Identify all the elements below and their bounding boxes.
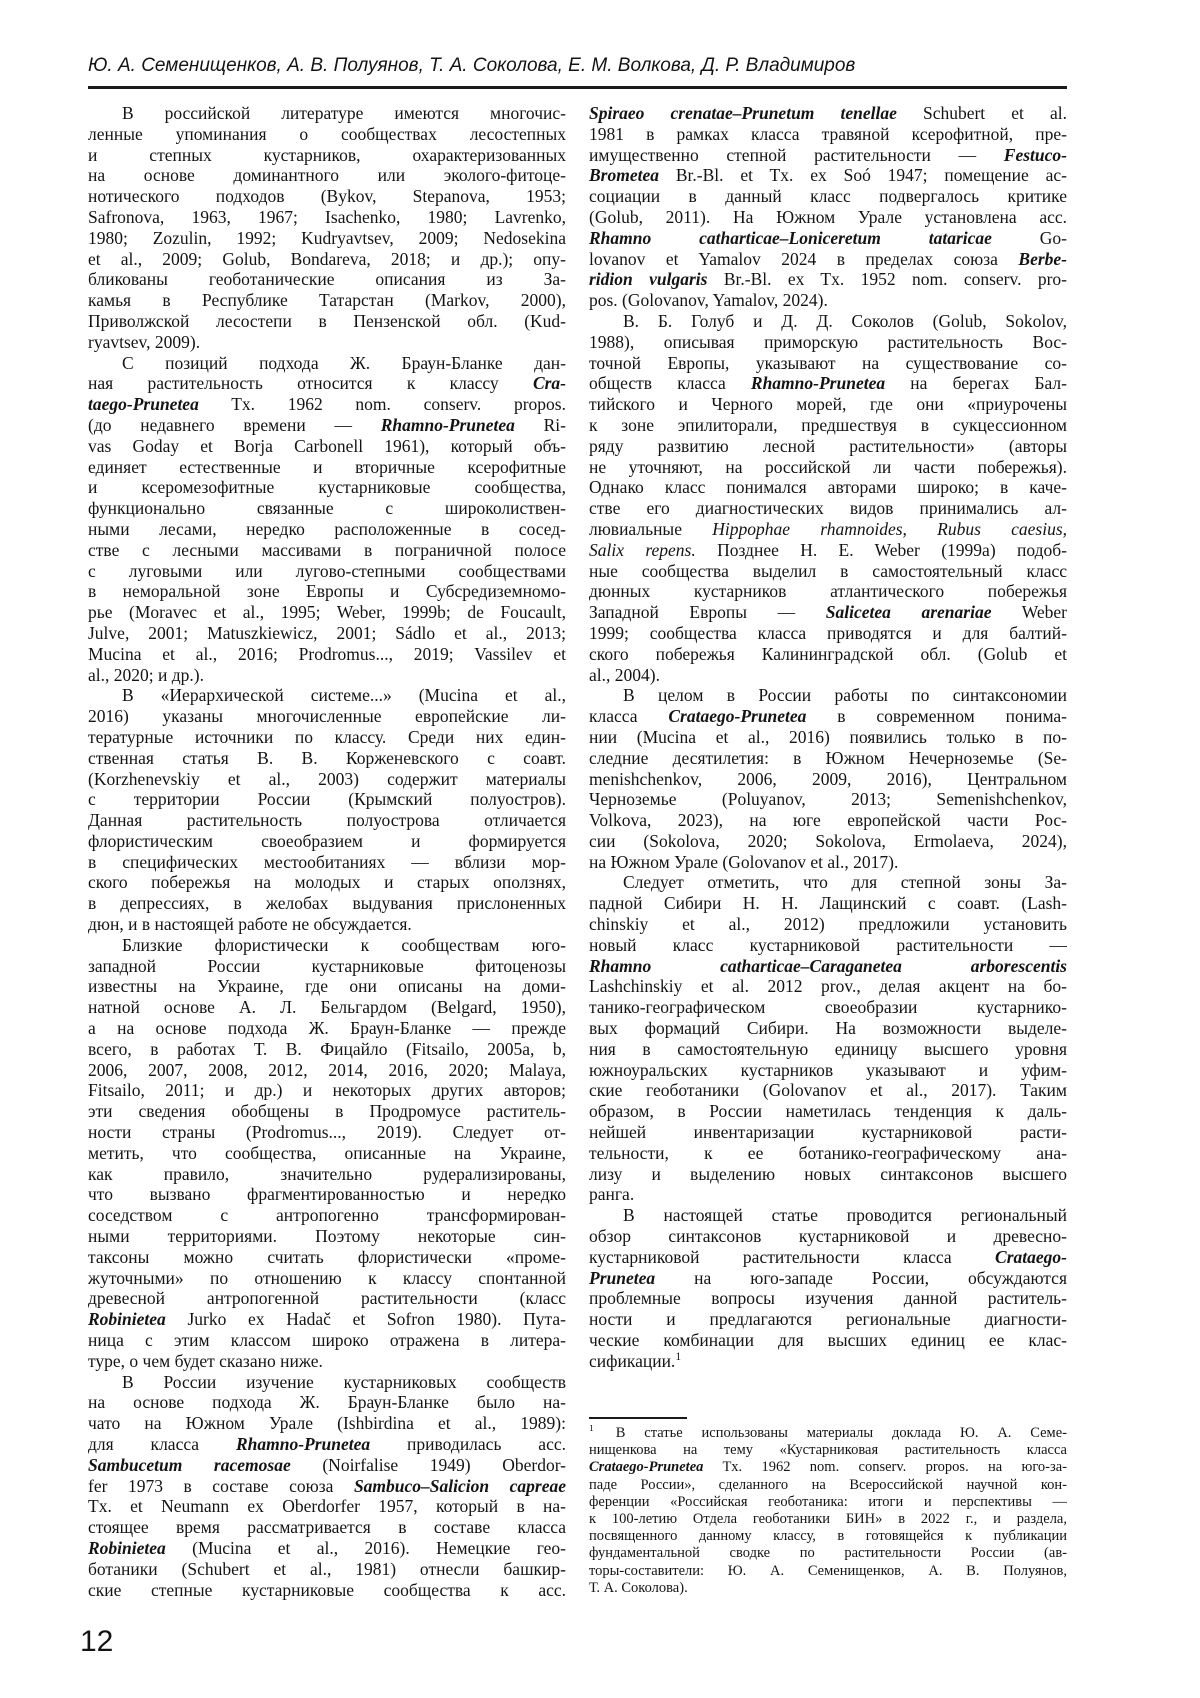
text-line: на основе доминантного или эколого-фитоце-	[88, 165, 566, 186]
text-line: ница с этим классом широко отражена в литера-	[88, 1330, 566, 1351]
text-line: метить, что сообщества, описанные на Украине,	[88, 1142, 566, 1163]
text-line: Robinietea (Mucina et al., 2016). Немецкие гео-	[88, 1537, 566, 1558]
text-line: посвященного данному классу, в готовящейся к публикации	[589, 1528, 1067, 1545]
text-line: в депрессиях, в желобах выдувания прислоненных	[88, 893, 566, 914]
text-line: туре, о чем будет сказано ниже.	[88, 1350, 323, 1371]
text-line: ряду развитию лесной растительности» (авторы	[589, 435, 1067, 456]
text-line: стве его диагностических видов принимались ал-	[589, 498, 1067, 519]
text-line: ная растительность относится к классу Cra-	[88, 373, 566, 394]
text-line: класса Crataego-Prunetea в современном понима-	[589, 706, 1067, 727]
text-line: Данная растительность полуострова отличается	[88, 810, 566, 831]
text-line: фундаментальной сводке по растительности России (ав-	[589, 1545, 1067, 1562]
page-number: 12	[80, 1625, 114, 1658]
text-line: 1981 в рамках класса травяной ксерофитной, пре-	[589, 123, 1067, 144]
text-line: ского побережья на молодых и старых оползнях,	[88, 872, 566, 893]
text-line: В. Б. Голуб и Д. Д. Соколов (Golub, Sokolov,	[623, 310, 1067, 331]
text-line: на основе подхода Ж. Браун-Бланке было на-	[88, 1392, 566, 1413]
text-line: точной Европы, указывают на существование со-	[589, 352, 1067, 373]
text-line: Brometea Br.-Bl. et Tx. ex Soó 1947; помещение ас-	[589, 165, 1067, 186]
text-line: стве с лесными массивами в пограничной полосе	[88, 539, 566, 560]
text-line: лизу и выделению новых синтаксонов высшего	[589, 1163, 1067, 1184]
text-line: не уточняют, на российской ли части побережья).	[589, 456, 1067, 477]
text-line: нищенкова на тему «Кустарниковая растительность класса	[589, 1442, 1067, 1459]
text-line: таксоны можно считать флористически «проме-	[88, 1246, 566, 1267]
text-line: как правило, значительно рудерализированы,	[88, 1163, 566, 1184]
text-line: С позиций подхода Ж. Браун-Бланке дан-	[122, 352, 566, 373]
text-line: Prunetea на юго-западе России, обсуждаются	[589, 1267, 1067, 1288]
footnote	[589, 1425, 1067, 1597]
text-line: ridion vulgaris Br.-Bl. ex Tx. 1952 nom. conserv. pro-	[589, 269, 1067, 290]
text-line: ными лесами, нередко расположенные в сосед-	[88, 518, 566, 539]
text-line: fer 1973 в составе союза Sambuco–Salicion capreae	[88, 1475, 566, 1496]
text-line: Т. А. Соколова).	[589, 1579, 688, 1596]
text-line: Tx. et Neumann ex Oberdorfer 1957, который в на-	[88, 1496, 566, 1517]
text-line: ские геоботаники (Golovanov et al., 2017). Таким	[589, 1080, 1067, 1101]
text-line: 1999; сообщества класса приводятся и для балтий-	[589, 622, 1067, 643]
text-line: на Южном Урале (Golovanov et al., 2017).	[589, 851, 899, 872]
text-line: стоящее время рассматривается в составе класса	[88, 1517, 566, 1538]
text-line: ранга.	[589, 1184, 635, 1205]
text-line: Mucina et al., 2016; Prodromus..., 2019; Vassilev et	[88, 643, 566, 664]
text-line: имущественно степной растительности — Festuco-	[589, 144, 1067, 165]
text-line: 1980; Zozulin, 1992; Kudryavtsev, 2009; Nedosekina	[88, 227, 566, 248]
text-line: а на основе подхода Ж. Браун-Бланке — прежде	[88, 1018, 566, 1039]
text-line: (до недавнего времени — Rhamno-Prunetea Ri-	[88, 414, 566, 435]
text-line: В российской литературе имеются многочис-	[122, 103, 566, 123]
text-line: ryavtsev, 2009).	[88, 331, 201, 352]
text-line: ческие комбинации для высших единиц ее клас-	[589, 1330, 1067, 1351]
text-line: сификации.$^1$	[589, 1350, 682, 1371]
text-line: известны на Украине, где они описаны на доми-	[88, 976, 566, 997]
text-line: al., 2004).	[589, 664, 660, 685]
text-line: дюнных кустарников атлантического побережья	[589, 581, 1067, 602]
text-line: Следует отметить, что для степной зоны За-	[623, 872, 1067, 893]
text-line: Robinietea Jurko ex Hadač et Sofron 1980). Пута-	[88, 1309, 566, 1330]
text-line: и степных кустарников, охарактеризованных	[88, 144, 566, 165]
text-line: паде России», сделанного на Всероссийской научной кон-	[589, 1476, 1067, 1493]
text-line: Однако класс понимался авторами широко; в каче-	[589, 477, 1067, 498]
text-line: флористическим своеобразием и формируется	[88, 830, 566, 851]
text-line: ференции «Российская геоботаника: итоги и перспективы —	[589, 1493, 1067, 1510]
text-line: в специфических местообитаниях — вблизи мор-	[88, 851, 566, 872]
text-line: новый класс кустарниковой растительности —	[589, 934, 1067, 955]
text-line: pos. (Golovanov, Yamalov, 2024).	[589, 290, 828, 311]
text-line: 2006, 2007, 2008, 2012, 2014, 2016, 2020; Malaya,	[88, 1059, 566, 1080]
text-line: эти сведения обобщены в Продромусе раститель-	[88, 1101, 566, 1122]
text-line: обществ класса Rhamno-Prunetea на берегах Бал-	[589, 373, 1067, 394]
text-line: рье (Moravec et al., 1995; Weber, 1999b; de Foucault,	[88, 602, 566, 623]
text-line: южноуральских кустарников указывают и уфим-	[589, 1059, 1067, 1080]
text-line: дюн, и в настоящей работе не обсуждается.	[88, 914, 412, 935]
header-rule	[88, 86, 1067, 89]
text-line: с луговыми или лугово-степными сообществами	[88, 560, 566, 581]
text-line: 1988), описывая приморскую растительность Вос-	[589, 331, 1067, 352]
text-line: натной основе А. Л. Бельгардом (Belgard, 1950),	[88, 997, 566, 1018]
text-line: единяет естественные и вторичные ксерофитные	[88, 456, 566, 477]
text-line: ского побережья Калининградской обл. (Golub et	[589, 643, 1067, 664]
text-line: Salix repens. Позднее H. E. Weber (1999a) подоб-	[589, 539, 1067, 560]
text-line: Lashchinskiy et al. 2012 prov., делая акцент на бо-	[589, 976, 1067, 997]
text-line: нии (Mucina et al., 2016) появились только в по-	[589, 726, 1067, 747]
text-line: падной Сибири Н. Н. Лащинский с соавт. (Lash-	[589, 893, 1067, 914]
text-line: menishchenkov, 2006, 2009, 2016), Центральном	[589, 768, 1067, 789]
text-line: нейшей инвентаризации кустарниковой расти-	[589, 1122, 1067, 1143]
text-line: Приволжской лесостепи в Пензенской обл. (Kud-	[88, 310, 566, 331]
left-column	[88, 103, 566, 1600]
text-line: древесной антропогенной растительности (класс	[88, 1288, 566, 1309]
text-line: ния в самостоятельную единицу высшего уровня	[589, 1038, 1067, 1059]
text-line: ности страны (Prodromus..., 2019). Следует от-	[88, 1122, 566, 1143]
text-line: жуточными» по отношению к классу спонтанной	[88, 1267, 566, 1288]
text-line: тературные источники по классу. Среди них един-	[88, 726, 566, 747]
text-line: с территории России (Крымский полуостров).	[88, 789, 566, 810]
text-line: тельности, к ее ботанико-географическому ана-	[589, 1142, 1067, 1163]
text-line: западной России кустарниковые фитоценозы	[88, 955, 566, 976]
text-line: Rhamno catharticae–Loniceretum tataricae Go-	[589, 227, 1067, 248]
text-line: бликованы геоботанические описания из За-	[88, 269, 566, 290]
text-line: Близкие флористически к сообществам юго-	[122, 934, 566, 955]
text-line: vas Goday et Borja Carbonell 1961), который объ-	[88, 435, 566, 456]
text-line: ными территориями. Поэтому некоторые син-	[88, 1226, 566, 1247]
text-line: Crataego-Prunetea Tx. 1962 nom. conserv. propos. на юго-за-	[589, 1459, 1067, 1476]
footnote-separator-rule	[589, 1417, 687, 1419]
text-line: и ксеромезофитные кустарниковые сообщества,	[88, 477, 566, 498]
text-line: проблемные вопросы изучения данной раститель-	[589, 1288, 1067, 1309]
text-line: Западной Европы — Salicetea arenariae Weber	[589, 602, 1067, 623]
text-line: Volkova, 2023), на юге европейской части Рос-	[589, 810, 1067, 831]
text-line: для класса Rhamno-Prunetea приводилась асс.	[88, 1434, 566, 1454]
text-line: taego-Prunetea Tx. 1962 nom. conserv. propos.	[88, 394, 566, 415]
text-line: al., 2020; и др.).	[88, 664, 204, 685]
text-line: Sambucetum racemosae (Noirfalise 1949) Oberdor-	[88, 1454, 566, 1475]
text-line: ленные упоминания о сообществах лесостепных	[88, 123, 566, 144]
text-line: торы-составители: Ю. А. Семенищенков, А. В. Полуянов,	[589, 1562, 1067, 1579]
text-line: соседством с антропогенно трансформирован-	[88, 1205, 566, 1226]
text-line: ские степные кустарниковые сообщества к асс.	[88, 1579, 566, 1600]
text-line: следние десятилетия: в Южном Нечерноземье (Se-	[589, 747, 1067, 768]
text-line: (Korzhenevskiy et al., 2003) содержит материалы	[88, 768, 566, 789]
text-line: к 100-летию Отдела геоботаники БИН» в 2022 г., и раздела,	[589, 1510, 1067, 1527]
text-line: ботаники (Schubert et al., 1981) отнесли башкир-	[88, 1558, 566, 1579]
text-line: 2016) указаны многочисленные европейские ли-	[88, 706, 566, 727]
right-column	[589, 103, 1067, 1372]
text-line: вых формаций Сибири. На возможности выделе-	[589, 1018, 1067, 1039]
text-line: обзор синтаксонов кустарниковой и древесно-	[589, 1226, 1067, 1247]
text-line: образом, в России наметилась тенденция к даль-	[589, 1101, 1067, 1122]
text-line: (Golub, 2011). На Южном Урале установлена асс.	[589, 206, 1067, 227]
text-line: chinskiy et al., 2012) предложили установить	[589, 914, 1067, 935]
text-line: ные сообщества выделил в самостоятельный класс	[589, 560, 1067, 581]
text-line: функционально связанные с широколиствен-	[88, 498, 566, 519]
text-line: камья в Республике Татарстан (Markov, 2000),	[88, 290, 566, 311]
text-line: социации в данный класс подвергалось критике	[589, 186, 1067, 207]
text-line: Черноземье (Poluyanov, 2013; Semenishchenkov,	[589, 789, 1067, 810]
text-line: танико-географическом своеобразии кустарнико-	[589, 997, 1067, 1018]
text-line: Rhamno catharticae–Caraganetea arborescentis	[589, 955, 1067, 976]
text-line: лювиальные Hippophae rhamnoides, Rubus caesius,	[589, 518, 1067, 539]
text-line: что вызвано фрагментированностью и нередко	[88, 1184, 566, 1205]
text-line: $^1$ В статье использованы материалы доклада Ю. А. Семе-	[589, 1425, 1067, 1441]
text-line: ности и предлагаются региональные диагности-	[589, 1309, 1067, 1330]
text-line: к зоне эпилиторали, предшествуя в сукцессионном	[589, 414, 1067, 435]
text-line: et al., 2009; Golub, Bondareva, 2018; и др.); опу-	[88, 248, 566, 269]
text-line: в неморальной зоне Европы и Субсредиземномо-	[88, 581, 566, 602]
text-line: lovanov et Yamalov 2024 в пределах союза Berbe-	[589, 248, 1067, 269]
text-line: Fitsailo, 2011; и др.) и некоторых других авторов;	[88, 1080, 566, 1101]
text-line: Spiraeo crenatae–Prunetum tenellae Schubert et al.	[589, 103, 1067, 123]
text-line: чато на Южном Урале (Ishbirdina et al., 1989):	[88, 1413, 566, 1434]
text-line: В настоящей статье проводится региональный	[623, 1205, 1067, 1226]
text-line: Safronova, 1963, 1967; Isachenko, 1980; Lavrenko,	[88, 206, 566, 227]
running-header-authors: Ю. А. Семенищенков, А. В. Полуянов, Т. А. Соколова, Е. М. Волкова, Д. Р. Владимиров	[88, 55, 856, 76]
text-line: ственная статья В. В. Корженевского с соавт.	[88, 747, 566, 768]
text-line: всего, в работах Т. В. Фицайло (Fitsailo, 2005a, b,	[88, 1038, 566, 1059]
text-line: сии (Sokolova, 2020; Sokolova, Ermolaeva, 2024),	[589, 830, 1067, 851]
text-line: нотического подходов (Bykov, Stepanova, 1953;	[88, 186, 566, 207]
text-line: В «Иерархической системе...» (Mucina et al.,	[122, 685, 566, 706]
text-line: В целом в России работы по синтаксономии	[623, 685, 1067, 706]
text-line: В России изучение кустарниковых сообществ	[122, 1371, 566, 1392]
text-line: Julve, 2001; Matuszkiewicz, 2001; Sádlo et al., 2013;	[88, 622, 566, 643]
text-line: кустарниковой растительности класса Crataego-	[589, 1246, 1067, 1267]
text-line: тийского и Черного морей, где они «приурочены	[589, 394, 1067, 415]
